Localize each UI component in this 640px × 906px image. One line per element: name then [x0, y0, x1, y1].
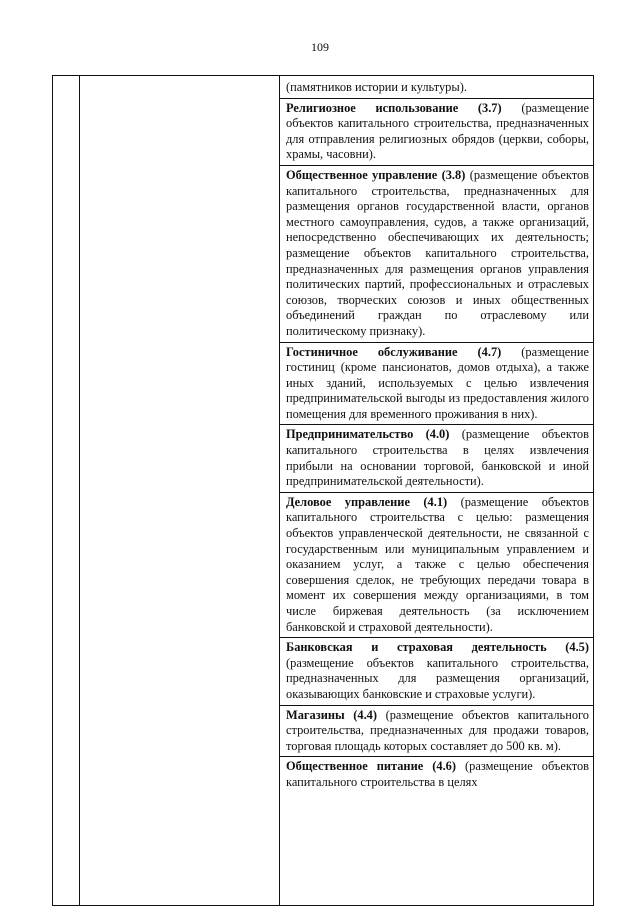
entry-shops	[286, 708, 589, 755]
entry-term: Общественное управление (3.8)	[286, 167, 466, 182]
row-divider	[280, 165, 593, 166]
entry-term: Предпринимательство (4.0)	[286, 427, 450, 442]
row-divider	[280, 492, 593, 493]
entry-public-catering	[286, 759, 589, 790]
page-number: 109	[311, 40, 329, 54]
entry-text: (размещение объектов капитального строительства, предназначенных для продажи товаров, торговая площадь которых составляет до 500 кв. м).	[286, 707, 589, 753]
entry-text: (памятников истории и культуры).	[286, 80, 467, 94]
row-divider	[280, 705, 593, 706]
table-cell-permitted-uses	[280, 76, 594, 906]
entry-term: Общественное питание (4.6)	[286, 759, 456, 774]
entry-term: Гостиничное обслуживание (4.7)	[286, 344, 502, 359]
entry-term: Религиозное использование (3.7)	[286, 100, 502, 115]
row-divider	[280, 424, 593, 425]
entry-text: (размещение объектов капитального строительства, предназначенных для размещения организаций, оказывающих банковские и страховые услуги).	[286, 655, 589, 701]
entry-term: Банковская и страховая деятельность (4.5)	[286, 640, 589, 655]
entry-business-management	[286, 495, 589, 635]
entry-continuation	[286, 80, 589, 96]
row-divider	[280, 342, 593, 343]
entry-public-administration	[286, 168, 589, 340]
table-cell-zone	[80, 76, 280, 906]
permitted-uses-list	[280, 76, 593, 791]
entry-text: (размещение объектов капитального строительства, предназначенных для отправления религиозных обрядов (церкви, соборы, храмы, часовни).	[286, 100, 589, 162]
entry-text: (размещение объектов капитального строительства, предназначенных для размещения органов государственной власти, органов местного самоуправления, судов, а также организаций, непосредственно обеспечивающих их деятельность; размещение объектов капитального строительства, предназначенных для размещения органов управления политических партий, профессиональных и отраслевых союзов, творческих союзов и иных общественных объединений граждан по отраслевому или политическому признаку).	[286, 167, 589, 338]
zoning-table	[52, 75, 594, 906]
entry-religious-use	[286, 101, 589, 163]
entry-entrepreneurship	[286, 427, 589, 489]
table-cell-number	[53, 76, 80, 906]
entry-text: (размещение объектов капитального строительства в целях	[286, 759, 589, 789]
entry-text: (размещение гостиниц (кроме пансионатов, домов отдыха), а также иных зданий, используемых с целью извлечения предпринимательской выгоды из предоставления жилого помещения для временного проживания в них).	[286, 344, 589, 421]
row-divider	[280, 756, 593, 757]
row-divider	[280, 98, 593, 99]
entry-term: Деловое управление (4.1)	[286, 494, 448, 509]
entry-banking-insurance	[286, 640, 589, 702]
entry-term: Магазины (4.4)	[286, 707, 377, 722]
row-divider	[280, 637, 593, 638]
table-row	[53, 76, 594, 906]
entry-hotel-service	[286, 345, 589, 423]
entry-text: (размещение объектов капитального строительства с целью: размещения объектов управленческой деятельности, не связанной с государственным или муниципальным управлением и оказанием услуг, а также с целью обеспечения совершения сделок, не требующих передачи товара в момент их совершения между организациями, в том числе биржевая деятельность (за исключением банковской и страховой деятельности).	[286, 494, 589, 634]
entry-text: (размещение объектов капитального строительства в целях извлечения прибыли на основании торговой, банковской и иной предпринимательской деятельности).	[286, 427, 589, 489]
